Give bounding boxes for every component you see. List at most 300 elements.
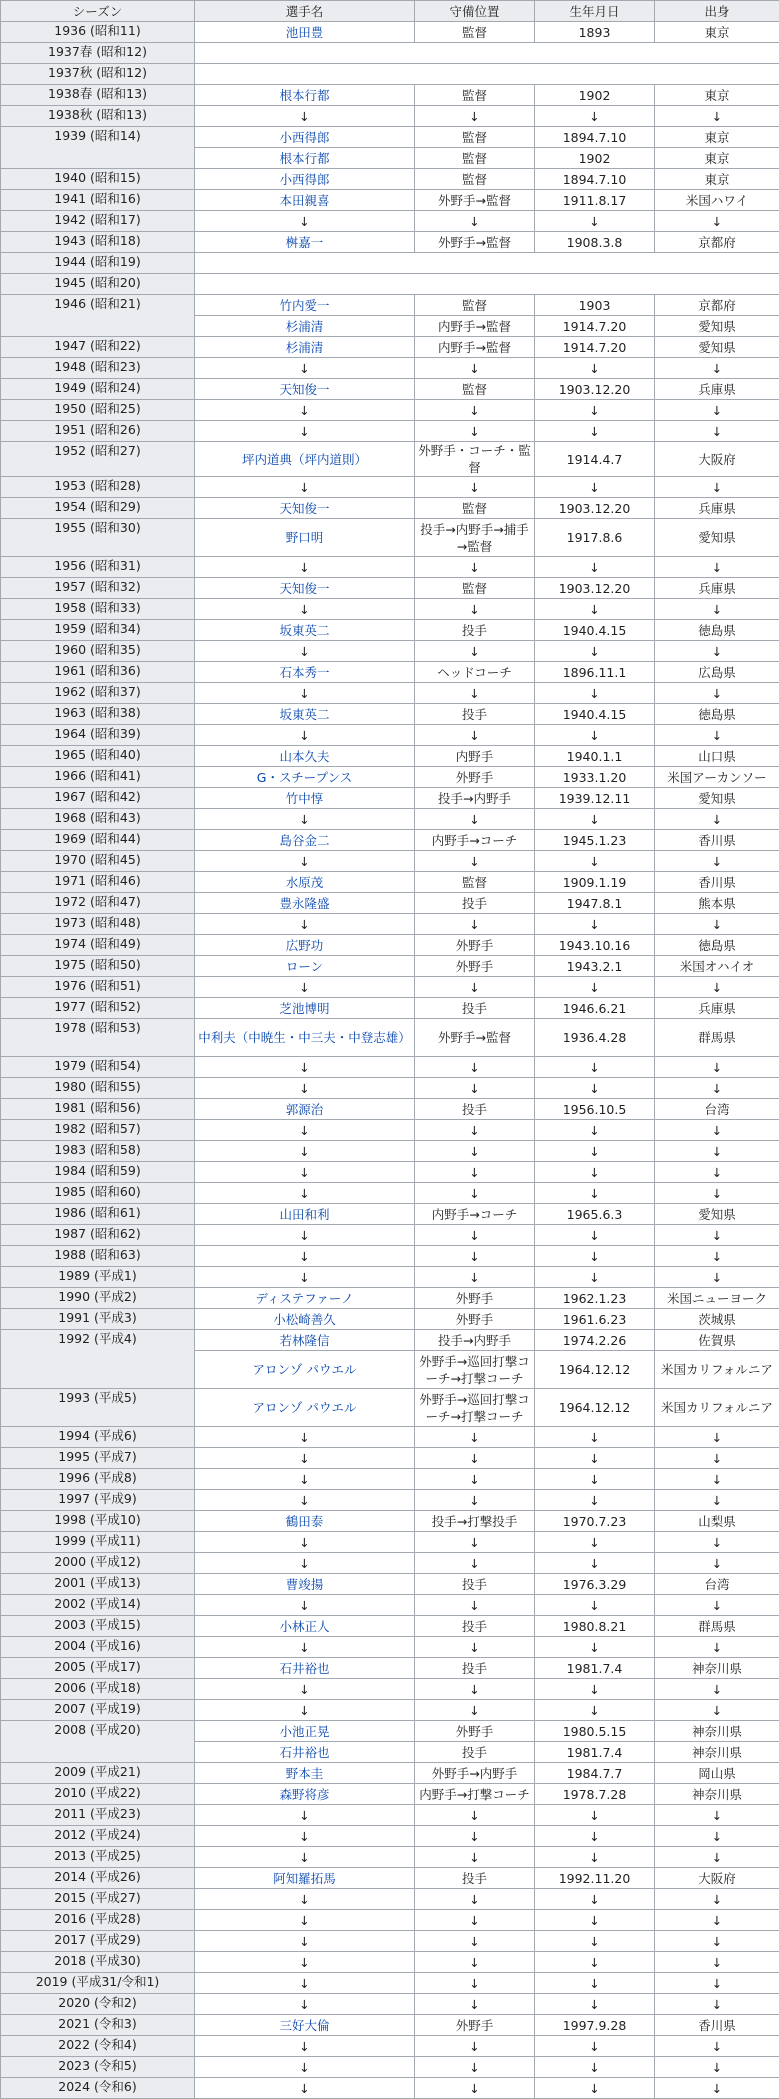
cell-birthdate: ↓ (535, 1889, 655, 1910)
cell-birthdate: ↓ (535, 1679, 655, 1700)
cell-position: 投手 (415, 704, 535, 725)
season-cell: 1990 (平成2) (1, 1288, 195, 1309)
cell-birthdate: ↓ (535, 1246, 655, 1267)
cell-origin: ↓ (655, 1162, 779, 1183)
player-link[interactable]: 阿知羅拓馬 (273, 1871, 336, 1886)
cell-origin: 愛知県 (655, 337, 779, 358)
cell-origin: ↓ (655, 1889, 779, 1910)
player-link[interactable]: 杉浦清 (286, 319, 324, 334)
table-row (1, 683, 779, 704)
cell-player-name (195, 767, 415, 788)
cell-position: ↓ (415, 1225, 535, 1246)
cell-origin: 徳島県 (655, 935, 779, 956)
season-cell: 1982 (昭和57) (1, 1120, 195, 1141)
player-link[interactable]: 鶴田泰 (286, 1514, 324, 1529)
table-row (1, 190, 779, 211)
table-row (1, 1973, 779, 1994)
cell-origin: ↓ (655, 1120, 779, 1141)
cell-position: ↓ (415, 477, 535, 498)
cell-origin: 群馬県 (655, 1616, 779, 1637)
table-row (1, 1847, 779, 1868)
cell-position: 投手 (415, 620, 535, 641)
cell-player-name: ↓ (195, 1267, 415, 1288)
table-row (1, 1448, 779, 1469)
cell-player-name (195, 442, 415, 477)
cell-player-name: ↓ (195, 1078, 415, 1099)
season-cell: 1960 (昭和35) (1, 641, 195, 662)
cell-origin: ↓ (655, 1057, 779, 1078)
cell-birthdate: ↓ (535, 1553, 655, 1574)
season-cell: 1943 (昭和18) (1, 232, 195, 253)
table-row (1, 641, 779, 662)
cell-birthdate: 1943.10.16 (535, 935, 655, 956)
cell-birthdate: 1962.1.23 (535, 1288, 655, 1309)
cell-position: ↓ (415, 1183, 535, 1204)
cell-birthdate: ↓ (535, 358, 655, 379)
cell-position: 監督 (415, 127, 535, 148)
season-cell: 1981 (昭和56) (1, 1099, 195, 1120)
cell-position: 監督 (415, 148, 535, 169)
cell-player-name: ↓ (195, 1595, 415, 1616)
cell-birthdate: ↓ (535, 1700, 655, 1721)
cell-origin: 東京 (655, 148, 779, 169)
cell-position: ↓ (415, 809, 535, 830)
cell-origin: ↓ (655, 106, 779, 127)
player-link[interactable]: 桝嘉一 (286, 235, 324, 250)
table-row (1, 998, 779, 1019)
cell-origin: 愛知県 (655, 519, 779, 557)
cell-player-name (195, 1763, 415, 1784)
cell-player-name: ↓ (195, 1057, 415, 1078)
cell-player-name: ↓ (195, 1952, 415, 1973)
cell-birthdate: ↓ (535, 1952, 655, 1973)
table-row (1, 1389, 779, 1427)
season-cell: 1952 (昭和27) (1, 442, 195, 477)
season-cell: 2014 (平成26) (1, 1868, 195, 1889)
season-cell: 2023 (令和5) (1, 2057, 195, 2078)
cell-birthdate: ↓ (535, 477, 655, 498)
cell-position: ↓ (415, 1427, 535, 1448)
cell-origin: ↓ (655, 914, 779, 935)
table-row (1, 274, 779, 295)
cell-position: ↓ (415, 1931, 535, 1952)
player-link[interactable]: 島谷金二 (279, 833, 329, 848)
cell-position: 外野手 (415, 1288, 535, 1309)
cell-origin: ↓ (655, 1183, 779, 1204)
cell-origin: 東京 (655, 22, 779, 43)
cell-player-name (195, 1019, 415, 1057)
player-link[interactable]: 池田豊 (286, 25, 324, 40)
cell-birthdate: ↓ (535, 1994, 655, 2015)
cell-birthdate: ↓ (535, 809, 655, 830)
player-link[interactable]: 坂東英二 (279, 623, 329, 638)
cell-player-name (195, 956, 415, 977)
cell-position: ↓ (415, 1553, 535, 1574)
table-row (1, 358, 779, 379)
season-cell: 1973 (昭和48) (1, 914, 195, 935)
cell-position: ↓ (415, 1595, 535, 1616)
empty-cell (195, 64, 779, 85)
cell-origin: 群馬県 (655, 1019, 779, 1057)
cell-birthdate: ↓ (535, 1469, 655, 1490)
table-row (1, 1511, 779, 1532)
cell-birthdate: 1933.1.20 (535, 767, 655, 788)
cell-player-name: ↓ (195, 1910, 415, 1931)
cell-player-name: ↓ (195, 211, 415, 232)
cell-birthdate: ↓ (535, 1910, 655, 1931)
player-link[interactable]: 根本行都 (279, 88, 329, 103)
table-row (1, 788, 779, 809)
season-cell: 1978 (昭和53) (1, 1019, 195, 1057)
cell-origin: 兵庫県 (655, 379, 779, 400)
cell-origin: ↓ (655, 977, 779, 998)
cell-origin: ↓ (655, 211, 779, 232)
cell-player-name: ↓ (195, 1553, 415, 1574)
cell-player-name: ↓ (195, 557, 415, 578)
cell-birthdate: ↓ (535, 400, 655, 421)
cell-player-name: ↓ (195, 1679, 415, 1700)
cell-origin: 広島県 (655, 662, 779, 683)
table-row (1, 232, 779, 253)
cell-birthdate: 1903 (535, 295, 655, 316)
cell-birthdate: 1970.7.23 (535, 1511, 655, 1532)
cell-player-name: ↓ (195, 1120, 415, 1141)
cell-birthdate: 1964.12.12 (535, 1351, 655, 1389)
table-row (1, 1700, 779, 1721)
player-link[interactable]: 曹竣揚 (286, 1577, 324, 1592)
table-row (1, 519, 779, 557)
cell-player-name (195, 295, 415, 316)
season-cell: 1936 (昭和11) (1, 22, 195, 43)
cell-position: 監督 (415, 578, 535, 599)
cell-birthdate: 1943.2.1 (535, 956, 655, 977)
cell-position: ↓ (415, 1469, 535, 1490)
table-row (1, 400, 779, 421)
cell-player-name: ↓ (195, 1847, 415, 1868)
cell-position: ↓ (415, 1805, 535, 1826)
cell-position: ↓ (415, 641, 535, 662)
cell-birthdate: ↓ (535, 1078, 655, 1099)
season-cell: 1963 (昭和38) (1, 704, 195, 725)
player-link[interactable]: G・スチープンス (257, 770, 352, 785)
cell-player-name: ↓ (195, 2078, 415, 2099)
cell-position: ↓ (415, 1826, 535, 1847)
cell-player-name (195, 2015, 415, 2036)
season-cell: 1987 (昭和62) (1, 1225, 195, 1246)
player-link[interactable]: 広野功 (286, 938, 324, 953)
cell-origin: 米国ニューヨーク (655, 1288, 779, 1309)
cell-player-name: ↓ (195, 2036, 415, 2057)
player-link[interactable]: 小西得郎 (279, 172, 329, 187)
cell-player-name: ↓ (195, 599, 415, 620)
cell-position: ↓ (415, 557, 535, 578)
cell-player-name (195, 872, 415, 893)
cell-origin: 徳島県 (655, 704, 779, 725)
season-cell: 1947 (昭和22) (1, 337, 195, 358)
cell-origin: 佐賀県 (655, 1330, 779, 1351)
cell-birthdate: 1945.1.23 (535, 830, 655, 851)
table-row (1, 1309, 779, 1330)
season-cell: 2008 (平成20) (1, 1721, 195, 1763)
cell-player-name: ↓ (195, 1246, 415, 1267)
player-link[interactable]: 石井裕也 (279, 1745, 329, 1760)
season-cell: 1998 (平成10) (1, 1511, 195, 1532)
cell-player-name: ↓ (195, 977, 415, 998)
cell-origin: 山梨県 (655, 1511, 779, 1532)
table-row (1, 851, 779, 872)
cell-origin: 香川県 (655, 2015, 779, 2036)
cell-position: ↓ (415, 358, 535, 379)
table-row (1, 830, 779, 851)
cell-birthdate: 1893 (535, 22, 655, 43)
season-cell: 1968 (昭和43) (1, 809, 195, 830)
cell-birthdate: ↓ (535, 1931, 655, 1952)
player-link[interactable]: 天知俊一 (279, 501, 329, 516)
cell-position: ↓ (415, 106, 535, 127)
table-row (1, 211, 779, 232)
cell-position: ↓ (415, 400, 535, 421)
cell-origin: ↓ (655, 1700, 779, 1721)
cell-player-name: ↓ (195, 1162, 415, 1183)
player-link[interactable]: 竹中惇 (286, 791, 324, 806)
season-cell: 2007 (平成19) (1, 1700, 195, 1721)
cell-player-name (195, 1511, 415, 1532)
player-link[interactable]: 郭源治 (286, 1102, 324, 1117)
cell-birthdate: 1984.7.7 (535, 1763, 655, 1784)
cell-player-name: ↓ (195, 1225, 415, 1246)
cell-player-name (195, 935, 415, 956)
cell-origin: ↓ (655, 1532, 779, 1553)
table-row (1, 2015, 779, 2036)
cell-position: 監督 (415, 498, 535, 519)
player-link[interactable]: 三好大倫 (279, 2018, 329, 2033)
table-row (1, 1330, 779, 1351)
cell-origin: ↓ (655, 809, 779, 830)
cell-birthdate: 1902 (535, 85, 655, 106)
cell-player-name: ↓ (195, 400, 415, 421)
cell-origin: 神奈川県 (655, 1658, 779, 1679)
season-cell: 2001 (平成13) (1, 1574, 195, 1595)
cell-origin: 京都府 (655, 232, 779, 253)
empty-cell (195, 253, 779, 274)
cell-player-name: ↓ (195, 1931, 415, 1952)
cell-position: ↓ (415, 211, 535, 232)
cell-birthdate: ↓ (535, 106, 655, 127)
player-link[interactable]: 石本秀一 (279, 665, 329, 680)
cell-origin: 岡山県 (655, 1763, 779, 1784)
header-player-name: 選手名 (195, 1, 415, 22)
player-link[interactable]: 杉浦清 (286, 340, 324, 355)
cell-origin: ↓ (655, 1469, 779, 1490)
player-link[interactable]: 森野将彦 (279, 1787, 329, 1802)
cell-position: ↓ (415, 1847, 535, 1868)
table-row (1, 1532, 779, 1553)
season-cell: 1966 (昭和41) (1, 767, 195, 788)
player-link[interactable]: 根本行都 (279, 151, 329, 166)
cell-player-name: ↓ (195, 1994, 415, 2015)
table-row (1, 295, 779, 316)
cell-origin: 兵庫県 (655, 998, 779, 1019)
player-link[interactable]: 小松崎善久 (273, 1312, 336, 1327)
season-cell: 2017 (平成29) (1, 1931, 195, 1952)
table-row (1, 1805, 779, 1826)
cell-origin: ↓ (655, 1805, 779, 1826)
cell-position: 外野手→巡回打撃コーチ→打撃コーチ (415, 1351, 535, 1389)
table-row (1, 1246, 779, 1267)
cell-position: 監督 (415, 379, 535, 400)
cell-birthdate: 1914.4.7 (535, 442, 655, 477)
player-link[interactable]: 山本久夫 (279, 749, 329, 764)
season-cell: 2003 (平成15) (1, 1616, 195, 1637)
table-row (1, 1721, 779, 1742)
cell-birthdate: 1947.8.1 (535, 893, 655, 914)
cell-birthdate: 1980.5.15 (535, 1721, 655, 1742)
cell-position: 外野手 (415, 1721, 535, 1742)
cell-player-name: ↓ (195, 1427, 415, 1448)
cell-origin: ↓ (655, 1910, 779, 1931)
player-link[interactable]: 小林正人 (279, 1619, 329, 1634)
cell-position: 外野手→内野手 (415, 1763, 535, 1784)
player-link[interactable]: 天知俊一 (279, 581, 329, 596)
player-link[interactable]: 坪内道典（坪内道則） (242, 452, 367, 467)
table-row (1, 85, 779, 106)
cell-position: 外野手 (415, 935, 535, 956)
cell-birthdate: ↓ (535, 683, 655, 704)
player-link[interactable]: 小西得郎 (279, 130, 329, 145)
table-row (1, 337, 779, 358)
cell-birthdate: 1997.9.28 (535, 2015, 655, 2036)
cell-birthdate: 1903.12.20 (535, 578, 655, 599)
season-cell: 1983 (昭和58) (1, 1141, 195, 1162)
cell-player-name: ↓ (195, 1826, 415, 1847)
player-link[interactable]: 本田親喜 (279, 193, 329, 208)
table-row (1, 1267, 779, 1288)
cell-origin: 兵庫県 (655, 498, 779, 519)
cell-origin: ↓ (655, 683, 779, 704)
player-link[interactable]: 水原茂 (286, 875, 324, 890)
season-cell: 1940 (昭和15) (1, 169, 195, 190)
cell-birthdate: ↓ (535, 599, 655, 620)
player-link[interactable]: 石井裕也 (279, 1661, 329, 1676)
table-row (1, 1469, 779, 1490)
player-link[interactable]: 芝池博明 (279, 1001, 329, 1016)
table-row (1, 620, 779, 641)
table-row (1, 1826, 779, 1847)
cell-origin: ↓ (655, 1973, 779, 1994)
cell-position: 外野手 (415, 767, 535, 788)
cell-position: 外野手 (415, 956, 535, 977)
cell-origin: ↓ (655, 1225, 779, 1246)
cell-position: 監督 (415, 872, 535, 893)
cell-origin: ↓ (655, 1078, 779, 1099)
season-cell: 1959 (昭和34) (1, 620, 195, 641)
cell-origin: ↓ (655, 1427, 779, 1448)
cell-player-name (195, 22, 415, 43)
table-row (1, 767, 779, 788)
cell-origin: ↓ (655, 557, 779, 578)
season-cell: 1946 (昭和21) (1, 295, 195, 337)
cell-position: ↓ (415, 1448, 535, 1469)
season-cell: 1979 (昭和54) (1, 1057, 195, 1078)
cell-player-name: ↓ (195, 1973, 415, 1994)
season-cell: 1993 (平成5) (1, 1389, 195, 1427)
table-row (1, 22, 779, 43)
player-link[interactable]: アロンゾ パウエル (253, 1400, 357, 1415)
season-cell: 1967 (昭和42) (1, 788, 195, 809)
table-row (1, 1183, 779, 1204)
cell-player-name (195, 1658, 415, 1679)
player-link[interactable]: 野口明 (286, 530, 324, 545)
cell-origin: ↓ (655, 1847, 779, 1868)
table-row (1, 1120, 779, 1141)
cell-player-name (195, 148, 415, 169)
cell-origin: ↓ (655, 725, 779, 746)
cell-position: 外野手→監督 (415, 190, 535, 211)
season-cell: 1971 (昭和46) (1, 872, 195, 893)
table-row (1, 253, 779, 274)
table-row (1, 1553, 779, 1574)
cell-birthdate: 1965.6.3 (535, 1204, 655, 1225)
cell-birthdate: 1939.12.11 (535, 788, 655, 809)
season-cell: 1995 (平成7) (1, 1448, 195, 1469)
cell-birthdate: ↓ (535, 851, 655, 872)
cell-origin: 香川県 (655, 830, 779, 851)
player-link[interactable]: 中利夫（中暁生・中三夫・中登志雄） (198, 1030, 411, 1045)
player-link[interactable]: 天知俊一 (279, 382, 329, 397)
season-cell: 1988 (昭和63) (1, 1246, 195, 1267)
cell-player-name: ↓ (195, 809, 415, 830)
table-row (1, 477, 779, 498)
player-link[interactable]: 若林隆信 (279, 1333, 329, 1348)
table-row (1, 935, 779, 956)
cell-birthdate: 1978.7.28 (535, 1784, 655, 1805)
player-link[interactable]: 坂東英二 (279, 707, 329, 722)
cell-position: ↓ (415, 1141, 535, 1162)
cell-birthdate: ↓ (535, 1532, 655, 1553)
table-row (1, 977, 779, 998)
cell-position: ↓ (415, 725, 535, 746)
cell-player-name (195, 893, 415, 914)
player-link[interactable]: 山田和利 (279, 1207, 329, 1222)
cell-position: ↓ (415, 1889, 535, 1910)
cell-birthdate: ↓ (535, 1141, 655, 1162)
player-link[interactable]: アロンゾ パウエル (253, 1362, 357, 1377)
season-cell: 2016 (平成28) (1, 1910, 195, 1931)
table-row (1, 1288, 779, 1309)
cell-player-name (195, 662, 415, 683)
season-cell: 1989 (平成1) (1, 1267, 195, 1288)
cell-position: ↓ (415, 1057, 535, 1078)
table-row (1, 1952, 779, 1973)
table-row (1, 1019, 779, 1057)
cell-player-name (195, 379, 415, 400)
player-link[interactable]: ローン (286, 959, 323, 974)
player-link[interactable]: 竹内愛一 (279, 298, 329, 313)
player-link[interactable]: 小池正晃 (279, 1724, 329, 1739)
season-cell: 2011 (平成23) (1, 1805, 195, 1826)
cell-position: ↓ (415, 1490, 535, 1511)
cell-birthdate: ↓ (535, 421, 655, 442)
cell-birthdate: 1896.11.1 (535, 662, 655, 683)
player-link[interactable]: 野本圭 (286, 1766, 324, 1781)
cell-position: 投手 (415, 1658, 535, 1679)
cell-origin: 東京 (655, 85, 779, 106)
player-link[interactable]: ディステファーノ (255, 1291, 353, 1306)
player-link[interactable]: 豊永隆盛 (279, 896, 329, 911)
table-row (1, 746, 779, 767)
cell-birthdate: 1917.8.6 (535, 519, 655, 557)
season-cell: 2021 (令和3) (1, 2015, 195, 2036)
